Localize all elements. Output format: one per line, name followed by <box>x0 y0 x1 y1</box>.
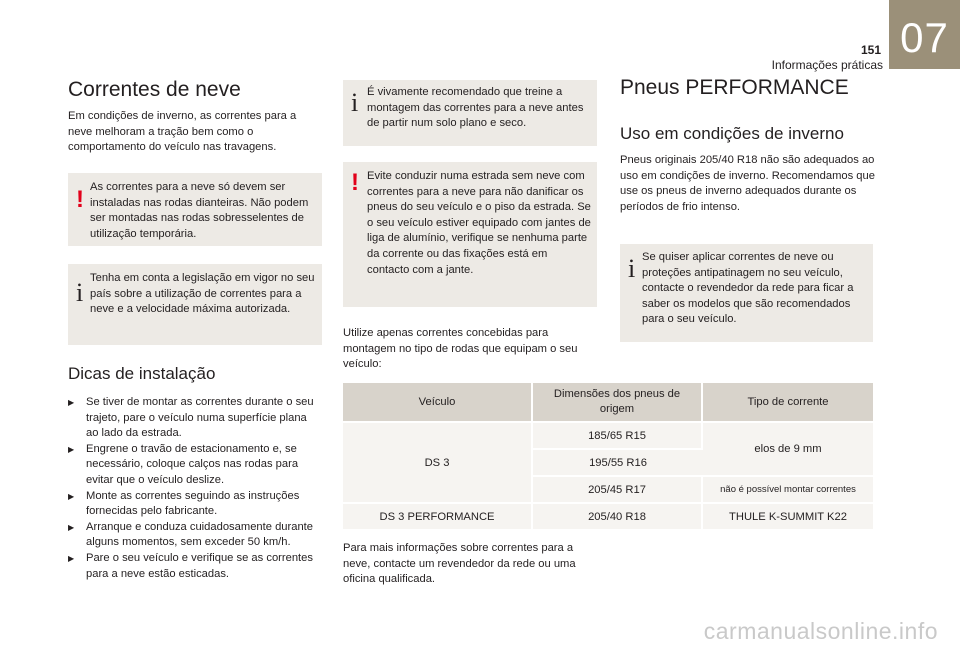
table-row <box>343 421 873 448</box>
cell-tyre: 205/40 R18 <box>533 502 703 529</box>
cell-chain-none: não é possível montar correntes <box>703 475 873 502</box>
watermark: carmanualsonline.info <box>703 618 938 644</box>
info-note-practice-text: É vivamente recomendado que treine a montagem das correntes para a neve antes de partir num solo plano e seco. <box>367 86 584 130</box>
info-icon: i <box>76 278 84 307</box>
list-item: ▶ Arranque e conduza cuidadosamente durante alguns momentos, sem exceder 50 km/h. <box>68 520 314 549</box>
cell-vehicle-ds3-performance: DS 3 PERFORMANCE <box>343 502 533 529</box>
warning-note-text: As correntes para a neve só devem ser instaladas nas rodas dianteiras. Não podem ser montadas nas rodas sobresselentes de utilização temporária. <box>90 181 309 240</box>
triangle-bullet-icon: ▶ <box>68 522 75 532</box>
triangle-bullet-icon: ▶ <box>68 553 75 563</box>
info-note-dealer-text: Se quiser aplicar correntes de neve ou proteções antipatinagem no seu veículo, contacte o revendedor da rede para ficar a saber os modelos que são recomendados para o seu veículo. <box>642 251 854 326</box>
info-note-legislation <box>68 264 322 345</box>
page-number: 151 <box>860 43 881 57</box>
info-note-practice <box>343 80 597 146</box>
cell-chain-9mm: elos de 9 mm <box>703 421 873 475</box>
list-item: ▶ Monte as correntes seguindo as instruções fornecidas pelo fabricante. <box>68 489 300 518</box>
table-header-row <box>343 383 873 421</box>
warning-note-front-wheels <box>68 173 322 246</box>
list-item: ▶ Pare o seu veículo e verifique se as correntes para a neve estão esticadas. <box>68 551 313 580</box>
chains-table <box>343 383 873 529</box>
cell-tyre: 195/55 R16 <box>533 448 703 475</box>
subtitle-winter-use: Uso em condições de inverno <box>620 124 844 143</box>
exclamation-icon: ! <box>351 169 359 196</box>
triangle-bullet-icon: ▶ <box>68 398 75 407</box>
triangle-bullet-icon: ▶ <box>68 444 75 454</box>
info-icon: i <box>628 254 636 283</box>
exclamation-icon: ! <box>76 186 84 213</box>
subtitle-installation-tips: Dicas de instalação <box>68 364 216 383</box>
warning-note-no-snow-text: Evite conduzir numa estrada sem neve com correntes para a neve para não danificar os pneus do seu veículo e o piso da estrada. Se o seu veículo estiver equipado com jantes de liga de alumínio, verifique se nenhuma parte da corrente ou das fixações está em contacto com a jante. <box>367 170 591 276</box>
cell-vehicle-ds3: DS 3 <box>343 421 533 502</box>
table-row <box>343 502 873 529</box>
cell-tyre: 205/45 R17 <box>533 475 703 502</box>
header-vehicle: Veículo <box>343 383 533 421</box>
cell-tyre: 185/65 R15 <box>533 421 703 448</box>
chapter-tab <box>889 0 960 69</box>
triangle-bullet-icon: ▶ <box>68 491 75 501</box>
warning-note-no-snow <box>343 162 597 307</box>
info-icon: i <box>351 88 359 117</box>
installation-tips-list <box>68 395 322 582</box>
title-snow-chains: Correntes de neve <box>68 78 241 101</box>
title-performance-tyres: Pneus PERFORMANCE <box>620 76 849 99</box>
intro-paragraph: Em condições de inverno, as correntes para a neve melhoram a tração bem como o comportamento do veículo nas travagens. <box>68 110 297 154</box>
section-name: Informações práticas <box>771 58 883 72</box>
more-info-paragraph: Para mais informações sobre correntes para a neve, contacte um revendedor da rede ou uma oficina qualificada. <box>343 542 576 586</box>
list-item: ▶ Engrene o travão de estacionamento e, se necessário, coloque calços nas rodas para evitar que o veículo deslize. <box>68 442 299 486</box>
info-note-dealer <box>620 244 873 342</box>
info-note-text: Tenha em conta a legislação em vigor no seu país sobre a utilização de correntes para a neve e a velocidade máxima autorizada. <box>90 272 315 316</box>
usage-paragraph: Utilize apenas correntes concebidas para montagem no tipo de rodas que equipam o seu veículo: <box>343 327 578 371</box>
winter-tyres-paragraph: Pneus originais 205/40 R18 não são adequados ao uso em condições de inverno. Recomendamos que use os pneus de inverno adequados durante os períodos de frio intenso. <box>620 154 875 213</box>
cell-chain-thule: THULE K-SUMMIT K22 <box>703 502 873 529</box>
chapter-number: 07 <box>900 14 949 61</box>
header-chain-type: Tipo de corrente <box>703 383 873 421</box>
list-item: ▶ Se tiver de montar as correntes durante o seu trajeto, pare o veículo numa superfície plana ao lado da estrada. <box>68 396 314 440</box>
header-tyre-size: Dimensões dos pneus de origem <box>533 383 703 421</box>
